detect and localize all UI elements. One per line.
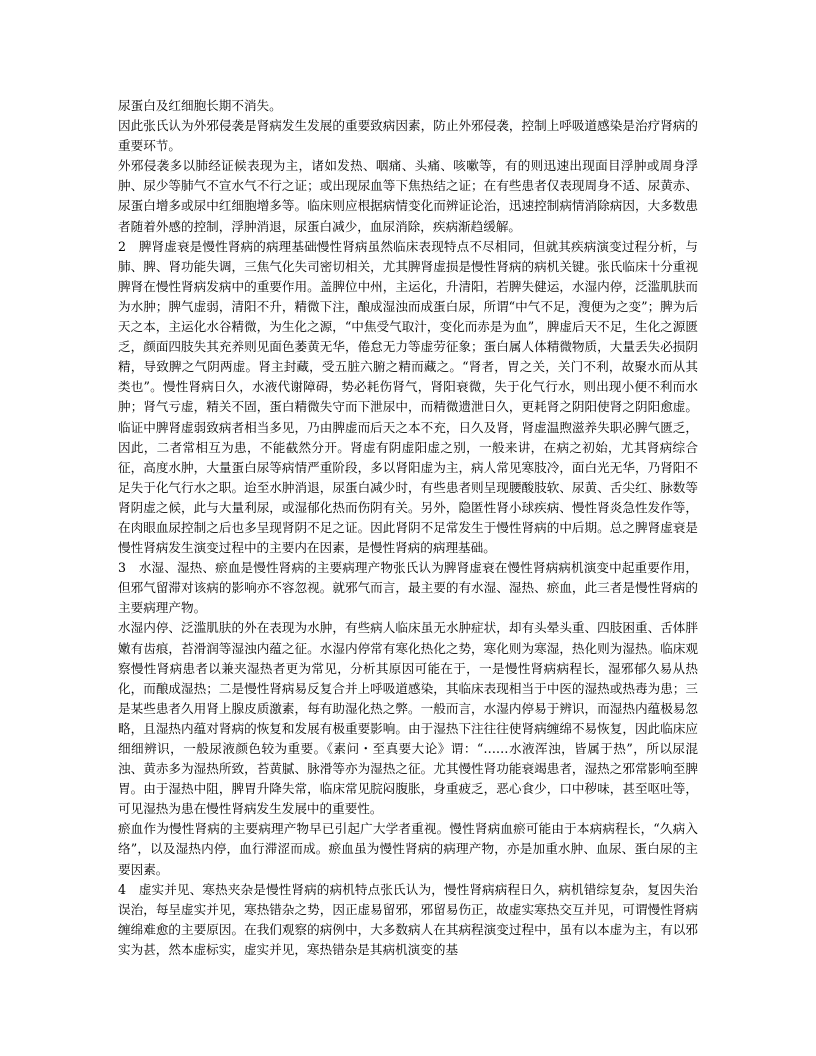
paragraph-2: 因此张氏认为外邪侵袭是肾病发生发展的重要致病因素，防止外邪侵袭，控制上呼吸道感染是治疗肾病的重要环节。 [118, 118, 698, 154]
paragraph-water-dampness: 水湿内停、泛滥肌肤的外在表现为水肿，有些病人临床虽无水肿症状，却有头晕头重、四肢困重、舌体胖嫩有齿痕，苔滑润等湿浊内蕴之征。水湿内停常有寒化热化之势，寒化则为寒湿，热化则为湿热。临床观察慢性肾病患者以兼夹湿热者更为常见，分析其原因可能在于，一是慢性肾病病程长，湿邪郁久易从热化，而酿成湿热；二是慢性肾病易反复合并上呼吸道感染，其临床表现相当于中医的湿热或热毒为患；三是某些患者久用肾上腺皮质激素，每有助湿化热之弊。一般而言，水湿内停易于辨识，而湿热内蕴极易忽略，且湿热内蕴对肾病的恢复和发展有极重要影响。由于湿热下注往往使肾病缠绵不易恢复，因此临床应细细辨识，一般尿液颜色较为重要。《素问・至真要大论》谓：“……水液浑浊，皆属于热”，所以尿混浊、黄赤多为湿热所致，苔黄腻、脉滑等亦为湿热之征。尤其慢性肾功能衰竭患者，湿热之邪常影响至脾胃。由于湿热中阻，脾胃升降失常，临床常见脘闷腹胀，身重疲乏，恶心食少，口中秽味，甚至呕吐等，可见湿热为患在慢性肾病发生发展中的重要性。 [118, 620, 698, 817]
paragraph-1: 尿蛋白及红细胞长期不消失。 [118, 98, 282, 113]
section-4-paragraph: 4 虚实并见、寒热夹杂是慢性肾病的病机特点张氏认为，慢性肾病病程日久，病机错综复杂，复因失治误治，每呈虚实并见，寒热错杂之势，因正虚易留邪，邪留易伤正，故虚实寒热交互并见，可谓慢性肾病缠绵难愈的主要原因。在我们观察的病例中，大多数病人在其病程演变过程中，虽有以本虚为主，有以邪实为甚，然本虚标实，虚实并见，寒热错杂是其病机演变的基 [118, 881, 698, 957]
paragraph-3: 外邪侵袭多以肺经证候表现为主，诸如发热、咽痛、头痛、咳嗽等，有的则迅速出现面目浮肿或周身浮肿、尿少等肺气不宣水气不行之证；或出现尿血等下焦热结之证；在有些患者仅表现周身不适、尿黄赤、尿蛋白增多或尿中红细胞增多等。临床则应根据病情变化而辨证论治，迅速控制病情消除病因，大多数患者随着外感的控制，浮肿消退，尿蛋白减少，血尿消除，疾病渐趋缓解。 [118, 158, 698, 234]
document-body [118, 96, 698, 960]
paragraph-blood-stasis: 瘀血作为慢性肾病的主要病理产物早已引起广大学者重视。慢性肾病血瘀可能由于本病病程长，“久病入络”，以及湿热内停，血行滞涩而成。瘀血虽为慢性肾病的病理产物，亦是加重水肿、血尿、蛋白尿的主要因素。 [118, 821, 698, 877]
section-3-paragraph: 3 水湿、湿热、瘀血是慢性肾病的主要病理产物张氏认为脾肾虚衰在慢性肾病病机演变中起重要作用，但邪气留滞对该病的影响亦不容忽视。就邪气而言，最主要的有水湿、湿热、瘀血，此三者是慢性肾病的主要病理产物。 [118, 560, 698, 616]
section-2-paragraph: 2 脾肾虚衰是慢性肾病的病理基础慢性肾病虽然临床表现特点不尽相同，但就其疾病演变过程分析，与肺、脾、肾功能失调，三焦气化失司密切相关，尤其脾肾虚损是慢性肾病的病机关键。张氏临床十分重视脾肾在慢性肾病发病中的重要作用。盖脾位中州，主运化，升清阳，若脾失健运，水湿内停，泛滥肌肤而为水肿；脾气虚弱，清阳不升，精微下注，酿成湿浊而成蛋白尿，所谓“中气不足，溲便为之变”；脾为后天之本，主运化水谷精微，为生化之源，“中焦受气取汁，变化而赤是为血”，脾虚后天不足，生化之源匮乏，颜面四肢失其充养则见面色萎黄无华，倦怠无力等虚劳征象；蛋白属人体精微物质，大量丢失必损阴精，导致脾之气阴两虚。肾主封藏，受五脏六腑之精而藏之。“肾者，胃之关，关门不利，故聚水而从其类也”。慢性肾病日久，水液代谢障碍，势必耗伤肾气，肾阳衰微，失于化气行水，则出现小便不利而水肿；肾气亏虚，精关不固，蛋白精微失守而下泄尿中，而精微遗泄日久，更耗肾之阴阳使肾之阴阳愈虚。临证中脾肾虚弱致病者相当多见，乃由脾虚而后天之本不充，日久及肾，肾虚温煦滋养失职必脾气匮乏，因此，二者常相互为患，不能截然分开。肾虚有阴虚阳虚之别，一般来讲，在病之初始，尤其肾病综合征，高度水肿，大量蛋白尿等病情严重阶段，多以肾阳虚为主，病人常见寒肢冷，面白光无华，乃肾阳不足失于化气行水之职。迨至水肿消退，尿蛋白减少时，有些患者则呈现腰酸肢软、尿黄、舌尖红、脉数等肾阴虚之候，此与大量利尿，或湿郁化热而伤阴有关。另外，隐匿性肾小球疾病、慢性肾炎急性发作等，在肉眼血尿控制之后也多呈现肾阴不足之证。因此肾阴不足常发生于慢性肾病的中后期。总之脾肾虚衰是慢性肾病发生演变过程中的主要内在因素，是慢性肾病的病理基础。 [118, 238, 698, 556]
